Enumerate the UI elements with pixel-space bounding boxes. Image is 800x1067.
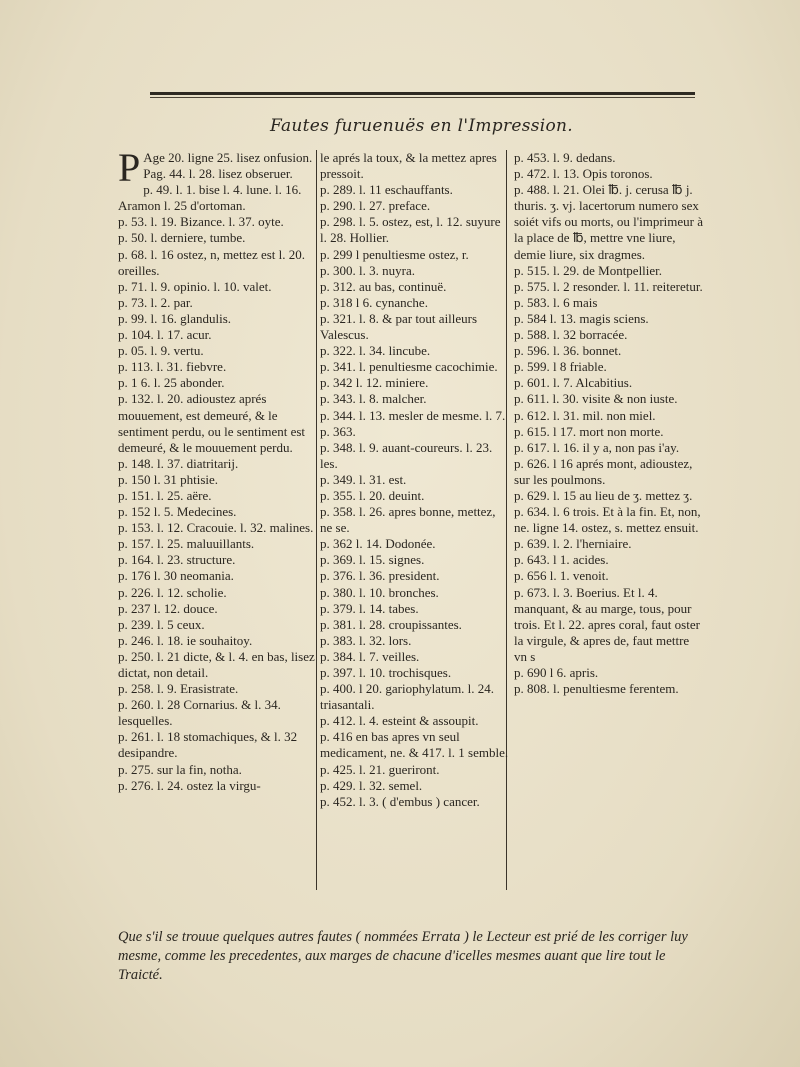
errata-entry: p. 341. l. penultiesme cacochimie. [320,359,498,375]
errata-entry: p. 239. l. 5 ceux. [118,616,205,632]
errata-entry: p. 611. l. 30. visite & non iuste. [514,391,678,407]
errata-entry: p. 258. l. 9. Erasistrate. [118,681,239,697]
errata-entry: p. 1 6. l. 25 abonder. [118,375,225,391]
errata-entry: p. 380. l. 10. bronches. [320,584,439,600]
errata-entry: p. 300. l. 3. nuyra. [320,262,415,278]
errata-entry: p. 344. l. 13. mesler de mesme. l. 7. p. 363. [320,407,506,439]
errata-entry: p. 250. l. 21 dicte, & l. 4. en bas, lisez dictat, non detail. [118,648,315,680]
errata-entry: p. 176 l. 30 neomania. [118,568,234,584]
errata-entry: p. 362 l. 14. Dodonée. [320,536,436,552]
errata-entry: p. 429. l. 32. semel. [320,777,423,793]
errata-entry: p. 152 l. 5. Medecines. [118,504,237,520]
header-rule-thin [150,97,695,98]
errata-entry: le aprés la toux, & la mettez apres pressoit. [320,150,497,182]
drop-cap: P [118,145,141,190]
errata-entry: p. 629. l. 15 au lieu de ʒ. mettez ʒ. [514,487,693,503]
errata-entry: p. 588. l. 32 borracée. [514,327,628,343]
errata-entry: p. 246. l. 18. ie souhaitoy. [118,632,253,648]
errata-entry: p. 634. l. 6 trois. Et à la fin. Et, non, ne. ligne 14. ostez, s. mettez ensuit. [514,504,701,536]
errata-entry: p. 808. l. penultiesme ferentem. [514,681,679,697]
errata-entry: p. 73. l. 2. par. [118,294,193,310]
errata-entry: p. 318 l 6. cynanche. [320,294,428,310]
errata-entry: p. 348. l. 9. auant-coureurs. l. 23. les. [320,439,493,471]
errata-entry: p. 643. l 1. acides. [514,552,609,568]
errata-entry: p. 157. l. 25. maluuillants. [118,536,255,552]
errata-entry: p. 148. l. 37. diatritarij. [118,455,239,471]
errata-entry: p. 99. l. 16. glandulis. [118,310,232,326]
column-divider-left [316,150,317,890]
errata-entry: p. 349. l. 31. est. [320,471,407,487]
errata-entry: p. 626. l 16 aprés mont, adioustez, sur les poulmons. [514,455,693,487]
errata-entry: p. 381. l. 28. croupissantes. [320,616,462,632]
errata-entry: p. 49. l. 1. bise l. 4. lune. l. 16. Aramon l. 25 d'ortoman. [118,182,302,214]
errata-entry: p. 261. l. 18 stomachiques, & l. 32 desipandre. [118,729,298,761]
errata-entry: p. 299 l penultiesme ostez, r. [320,246,469,262]
footer-note: Que s'il se trouue quelques autres fautes ( nommées Errata ) le Lecteur est prié de les corriger luy mesme, comme les precedentes, aux marges de chacune d'icelles mesmes auant que lire tout le Traicté. [118,929,688,983]
errata-entry: p. 312. au bas, continuë. [320,278,447,294]
errata-entry: p. 656 l. 1. venoit. [514,568,609,584]
errata-entry: p. 153. l. 12. Cracouie. l. 32. malines. [118,520,314,536]
errata-entry: p. 400. l 20. gariophylatum. l. 24. triasantali. [320,681,495,713]
errata-entry: p. 612. l. 31. mil. non miel. [514,407,656,423]
errata-entry: p. 05. l. 9. vertu. [118,343,204,359]
errata-entry: p. 383. l. 32. lors. [320,632,412,648]
errata-entry: p. 690 l 6. apris. [514,665,599,680]
errata-column-3 [514,150,704,697]
errata-column-2 [320,150,510,810]
errata-entry: p. 275. sur la fin, notha. [118,761,242,777]
errata-entry: p. 53. l. 19. Bizance. l. 37. oyte. [118,214,284,230]
errata-entry: p. 601. l. 7. Alcabitius. [514,375,633,391]
errata-entry: p. 150 l. 31 phtisie. [118,471,219,487]
errata-entry: p. 412. l. 4. esteint & assoupit. [320,713,479,729]
errata-entry: p. 50. l. derniere, tumbe. [118,230,246,246]
errata-entry: p. 104. l. 17. acur. [118,327,212,343]
errata-entry: p. 151. l. 25. aëre. [118,487,212,503]
errata-column-1 [118,145,316,794]
errata-entry: p. 276. l. 24. ostez la virgu- [118,777,261,793]
errata-entry: p. 298. l. 5. ostez, est, l. 12. suyure l. 28. Hollier. [320,214,501,246]
errata-entry-text: Age 20. ligne 25. lisez onfusion. [143,150,313,165]
errata-entry: p. 397. l. 10. trochisques. [320,665,452,680]
errata-entry: p. 583. l. 6 mais [514,294,598,310]
errata-entry: p. 416 en bas apres vn seul medicament, ne. & 417. l. 1 semble. [320,729,509,761]
errata-entry: p. 342 l. 12. miniere. [320,375,429,391]
errata-entry: p. 237 l. 12. douce. [118,600,218,616]
errata-entry: p. 164. l. 23. structure. [118,552,236,568]
errata-entry: p. 113. l. 31. fiebvre. [118,359,227,375]
errata-entry: p. 290. l. 27. preface. [320,198,431,214]
errata-entry: p. 358. l. 26. apres bonne, mettez, ne se. [320,504,496,536]
errata-entry: p. 343. l. 8. malcher. [320,391,427,407]
errata-entry: p. 575. l. 2 resonder. l. 11. reiteretur. [514,278,703,294]
errata-entry: Pag. 44. l. 28. lisez obseruer. [143,166,293,182]
errata-entry: p. 639. l. 2. l'herniaire. [514,536,632,552]
errata-entry: p. 452. l. 3. ( d'embus ) cancer. [320,793,480,809]
errata-entry: p. 453. l. 9. dedans. [514,150,616,165]
errata-entry: p. 260. l. 28 Cornarius. & l. 34. lesquelles. [118,697,281,729]
errata-entry: p. 289. l. 11 eschauffants. [320,182,453,198]
errata-entry: p. 673. l. 3. Boerius. Et l. 4. manquant, & au marge, tous, pour trois. Et l. 22. apres coral, faut oster la virgule, & apres de, faut mettre vn s [514,584,700,664]
errata-entry: p. 355. l. 20. deuint. [320,487,425,503]
header-rule [150,92,695,95]
errata-entry: p. 515. l. 29. de Montpellier. [514,262,663,278]
errata-entry: p. 488. l. 21. Olei ℔. j. cerusa ℔ j. thuris. ʒ. vj. lacertorum numero sex soiét vifs ou morts, ou l'imprimeur à la place de ℔, mettre vne liure, demie liure, six dragmes. [514,182,704,262]
errata-entry: p. 472. l. 13. Opis toronos. [514,166,653,182]
errata-entry: p. 584 l. 13. magis sciens. [514,310,649,326]
errata-entry: p. 596. l. 36. bonnet. [514,343,622,359]
errata-entry: p. 425. l. 21. gueriront. [320,761,440,777]
errata-entry: p. 71. l. 9. opinio. l. 10. valet. [118,278,272,294]
errata-entry: p. 617. l. 16. il y a, non pas i'ay. [514,439,680,455]
errata-entry: p. 321. l. 8. & par tout ailleurs Valescus. [320,310,478,343]
errata-entry: p. 322. l. 34. lincube. [320,343,431,359]
page-title: Fautes furuenuës en l'Impression. [270,116,574,136]
errata-entry: p. 132. l. 20. adioustez aprés mouuement, est demeuré, & le sentiment perdu, ou le sentiment est demeuré, & le mouuement perdu. [118,391,306,455]
errata-entry: p. 615. l 17. mort non morte. [514,423,664,439]
errata-entry: p. 68. l. 16 ostez, n, mettez est l. 20. oreilles. [118,246,306,278]
errata-entry: p. 379. l. 14. tabes. [320,600,419,616]
errata-entry: p. 226. l. 12. scholie. [118,584,227,600]
errata-entry: p. 369. l. 15. signes. [320,552,425,568]
errata-entry: p. 599. l 8 friable. [514,359,607,375]
errata-entry: p. 376. l. 36. president. [320,568,440,584]
errata-entry: p. 384. l. 7. veilles. [320,648,420,664]
